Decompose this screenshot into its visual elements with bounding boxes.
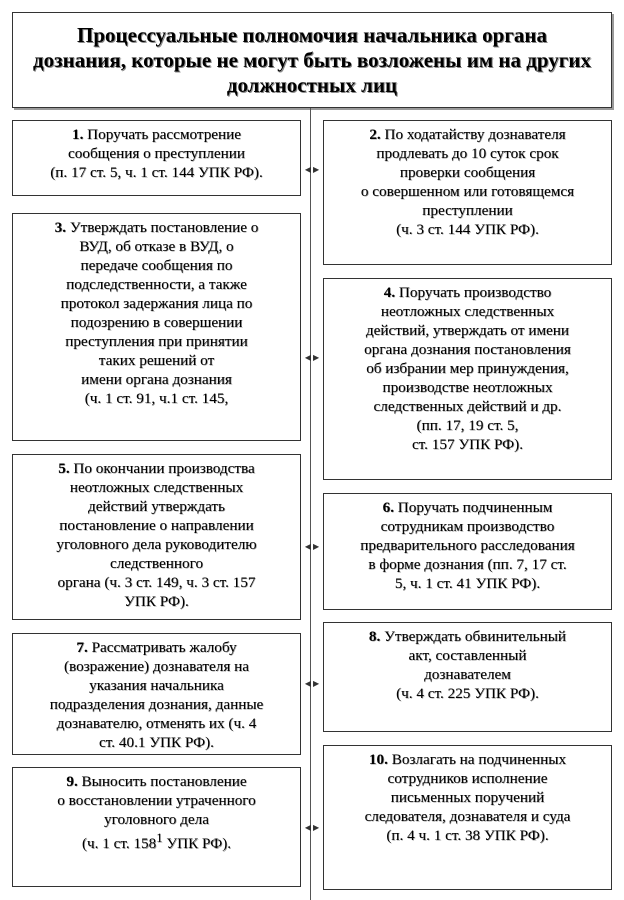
power-number: 6. bbox=[382, 499, 394, 516]
power-number: 1. bbox=[71, 126, 84, 143]
power-box-9 bbox=[12, 767, 301, 887]
power-box-6 bbox=[323, 493, 612, 610]
power-text: Утверждать обвинительный акт, составленный дознавателем (ч. 4 ст. 225 УПК РФ). bbox=[384, 628, 567, 702]
power-number: 7. bbox=[76, 639, 88, 656]
power-number: 8. bbox=[368, 628, 381, 645]
arrow-left-icon: ◀ bbox=[304, 823, 311, 832]
power-text: Возлагать на подчиненных сотрудников исполнение письменных поручений следователя, дознавателя и суда (п. 4 ч. 1 ст. 38 УПК РФ). bbox=[364, 751, 571, 844]
superscript: 1 bbox=[156, 831, 163, 845]
diagram-title: Процессуальные полномочия начальника органа дознания, которые не могут быть возложены им на других должностных лиц bbox=[33, 22, 591, 97]
arrow-left-icon: ◀ bbox=[304, 679, 311, 688]
arrow-left-icon: ◀ bbox=[304, 353, 311, 362]
power-box-4 bbox=[323, 278, 612, 480]
arrow-right-icon: ▶ bbox=[313, 353, 320, 362]
arrow-right-icon: ▶ bbox=[313, 679, 320, 688]
power-text: По окончании производства неотложных следственных действий утверждать постановление о направлении уголовного дела руководителю следственного органа (ч. 3 ст. 149, ч. 3 ст. 157 УПК РФ). bbox=[56, 460, 257, 610]
diagram-title-box bbox=[12, 12, 612, 108]
power-box-2 bbox=[323, 120, 612, 265]
power-box-5 bbox=[12, 454, 301, 620]
power-text: Поручать производство неотложных следственных действий, утверждать от имени органа дознания постановления об избрании мер принуждения, производстве неотложных следственных действий и др. (пп. 17, 19 ст. 5, ст. 157 УПК РФ). bbox=[364, 284, 571, 453]
power-text: Поручать рассмотрение сообщения о преступлении (п. 17 ст. 5, ч. 1 ст. 144 УПК РФ). bbox=[50, 126, 263, 181]
power-box-3 bbox=[12, 213, 301, 441]
arrow-right-icon: ▶ bbox=[313, 823, 320, 832]
power-number: 2. bbox=[369, 126, 381, 143]
power-text: Поручать подчиненным сотрудникам производство предварительного расследования в форме дознания (пп. 7, 17 ст. 5, ч. 1 ст. 41 УПК РФ). bbox=[360, 499, 575, 592]
power-box-8 bbox=[323, 622, 612, 732]
arrow-left-icon: ◀ bbox=[304, 542, 311, 551]
power-number: 10. bbox=[368, 751, 388, 768]
power-text: Утверждать постановление о ВУД, об отказе в ВУД, о передаче сообщения по подследственности, а также протокол задержания лица по подозрению в совершении преступления при принятии таких решений от имени органа дознания (ч. 1 ст. 91, ч.1 ст. 145, bbox=[60, 219, 259, 407]
power-box-10 bbox=[323, 745, 612, 890]
power-number: 4. bbox=[383, 284, 396, 301]
arrow-right-icon: ▶ bbox=[313, 165, 320, 174]
power-text: По ходатайству дознавателя продлевать до 10 суток срок проверки сообщения о совершенном или готовящемся преступлении (ч. 3 ст. 144 УПК РФ). bbox=[360, 126, 575, 238]
power-number: 5. bbox=[58, 460, 70, 477]
power-box-7 bbox=[12, 633, 301, 755]
connector-spine bbox=[310, 108, 311, 900]
power-text: Рассматривать жалобу (возражение) дознавателя на указания начальника подразделения дознания, данные дознавателю, отменять их (ч. 4 ст. 40.1 УПК РФ). bbox=[49, 639, 264, 751]
power-box-1 bbox=[12, 120, 301, 196]
power-number: 9. bbox=[66, 773, 78, 790]
arrow-left-icon: ◀ bbox=[304, 165, 311, 174]
power-number: 3. bbox=[54, 219, 67, 236]
power-text: УПК РФ). bbox=[162, 835, 232, 853]
power-text: Выносить постановление о восстановлении утраченного уголовного дела (ч. 1 ст. 158 bbox=[57, 773, 256, 853]
arrow-right-icon: ▶ bbox=[313, 542, 320, 551]
